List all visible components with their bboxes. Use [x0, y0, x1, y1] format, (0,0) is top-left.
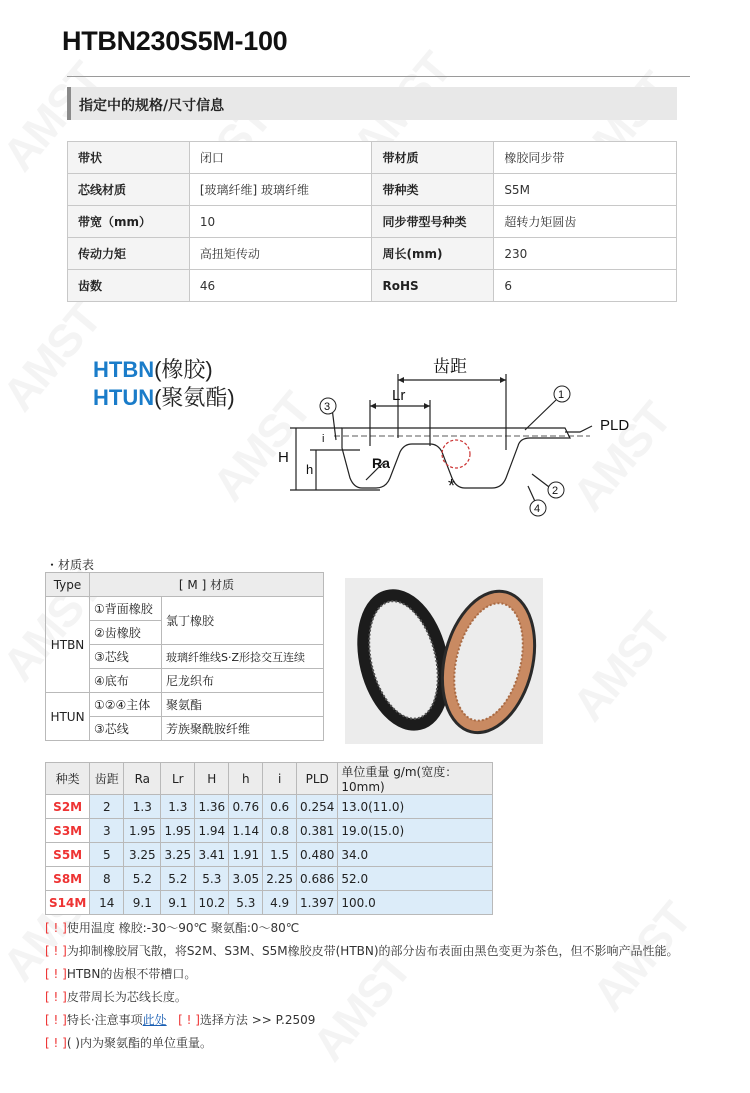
- detail-circle: [442, 440, 470, 468]
- spec-value: 高扭矩传动: [189, 238, 372, 270]
- material-name: 氯丁橡胶: [162, 597, 324, 645]
- material-part: ①背面橡胶: [90, 597, 162, 621]
- spec-table: [67, 141, 677, 302]
- pld-marker: [565, 426, 592, 432]
- brown-belt: [436, 589, 542, 735]
- note-weight: [45, 1034, 212, 1051]
- belt-photo: [345, 578, 543, 744]
- dim-cell: 0.381: [297, 819, 338, 843]
- spec-value: 10: [189, 206, 372, 238]
- spec-key: 周长(mm): [372, 238, 494, 270]
- dim-cell: 5.2: [124, 867, 161, 891]
- spec-value: 橡胶同步带: [494, 142, 677, 174]
- material-part: ④底布: [90, 669, 162, 693]
- belt-profile-diagram: [270, 350, 640, 525]
- material-row: [46, 597, 324, 621]
- dim-cell: 1.94: [195, 819, 229, 843]
- dim-cell: 9.1: [161, 891, 195, 915]
- dimension-header: 种类: [46, 763, 90, 795]
- dimension-header: 齿距: [90, 763, 124, 795]
- dimension-header: i: [263, 763, 297, 795]
- material-header-row: [46, 573, 324, 597]
- spec-key: 带宽（mm）: [68, 206, 190, 238]
- dimension-header: h: [229, 763, 263, 795]
- dimension-row: [46, 843, 493, 867]
- dim-cell: 2.25: [263, 867, 297, 891]
- spec-row: [68, 238, 677, 270]
- callout-leaders: [332, 400, 559, 508]
- dim-cell: 10.2: [195, 891, 229, 915]
- belt-photo-drawing: [345, 578, 543, 744]
- material-name: 聚氨酯: [162, 693, 324, 717]
- material-header-material: [ M ] 材质: [90, 573, 324, 597]
- note-text: 使用温度 橡胶:-30～90℃ 聚氨酯:0～80℃: [66, 921, 300, 935]
- dimension-header: Ra: [124, 763, 161, 795]
- spec-key: 齿数: [68, 270, 190, 302]
- section-heading: 指定中的规格/尺寸信息: [79, 98, 225, 114]
- dim-cell: 34.0: [338, 843, 493, 867]
- warning-mark: [ ! ]: [45, 1036, 67, 1050]
- material-caption: ・材质表: [46, 558, 95, 572]
- material-part: ③芯线: [90, 645, 162, 669]
- selection-method-text[interactable]: 选择方法 >> P.2509: [199, 1013, 316, 1027]
- note-color-change: [45, 942, 679, 959]
- dim-cell: 1.3: [124, 795, 161, 819]
- dim-cell: 1.397: [297, 891, 338, 915]
- watermark: [301, 943, 421, 1071]
- dimension-header: H: [195, 763, 229, 795]
- note-text: HTBN的齿根不带槽口。: [66, 967, 197, 981]
- diagram-title-htun: [93, 381, 235, 412]
- warning-mark: [ ! ]: [45, 990, 67, 1004]
- pitch-label: 齿距: [433, 357, 467, 376]
- belt-type: S8M: [46, 867, 90, 891]
- belt-type: S3M: [46, 819, 90, 843]
- details-link[interactable]: 此处: [142, 1013, 167, 1027]
- page-title: HTBN230S5M-100: [62, 26, 288, 56]
- note-text: 皮带周长为芯线长度。: [66, 990, 187, 1004]
- dim-cell: 52.0: [338, 867, 493, 891]
- dim-cell: 5: [90, 843, 124, 867]
- htbn-code: HTBN: [93, 357, 155, 382]
- dimension-row: [46, 891, 493, 915]
- material-name: 尼龙织布: [162, 669, 324, 693]
- dim-cell: 0.254: [297, 795, 338, 819]
- warning-mark: [ ! ]: [178, 1013, 200, 1027]
- dimension-header: PLD: [297, 763, 338, 795]
- dim-cell: 1.3: [161, 795, 195, 819]
- htbn-material: (橡胶): [154, 357, 213, 382]
- dim-cell: 2: [90, 795, 124, 819]
- warning-mark: [ ! ]: [45, 967, 67, 981]
- big-h-label: H: [278, 449, 289, 466]
- diagram-title-htbn: [93, 353, 213, 384]
- material-row: [46, 693, 324, 717]
- lr-label: Lr: [392, 387, 406, 404]
- dim-cell: 100.0: [338, 891, 493, 915]
- callout-2: 2: [552, 485, 559, 497]
- title-divider: [67, 76, 690, 77]
- h-dimension: [290, 428, 380, 490]
- note-temperature: [45, 919, 299, 936]
- htun-code: HTUN: [93, 385, 155, 410]
- dim-cell: 3.41: [195, 843, 229, 867]
- dim-cell: 1.95: [161, 819, 195, 843]
- material-type-htbn: HTBN: [46, 597, 90, 693]
- dimension-header: 单位重量 g/m(宽度：10mm): [338, 763, 493, 795]
- dim-cell: 5.3: [229, 891, 263, 915]
- belt-type: S2M: [46, 795, 90, 819]
- arrowheads: [370, 377, 506, 409]
- spec-value: S5M: [494, 174, 677, 206]
- dim-cell: 1.36: [195, 795, 229, 819]
- note-text: 特长·注意事项: [66, 1013, 143, 1027]
- dim-cell: 4.9: [263, 891, 297, 915]
- detail-star: *: [448, 476, 456, 496]
- warning-mark: [ ! ]: [45, 1013, 67, 1027]
- dim-cell: 0.8: [263, 819, 297, 843]
- section-header: [67, 87, 677, 120]
- material-part: ②齿橡胶: [90, 621, 162, 645]
- material-name: 芳族聚酰胺纤维: [162, 717, 324, 741]
- callout-1: 1: [558, 389, 565, 401]
- callout-3: 3: [324, 401, 331, 413]
- warning-mark: [ ! ]: [45, 944, 67, 958]
- material-name: 玻璃纤维线S·Z形捻交互连续: [162, 645, 324, 669]
- ra-label: Ra: [372, 455, 390, 471]
- dim-cell: 3.25: [161, 843, 195, 867]
- note-text: 为抑制橡胶屑飞散，将S2M、S3M、S5M橡胶皮带(HTBN)的部分齿布表面由黑色变更为茶色，但不影响产品性能。: [66, 944, 679, 958]
- spec-row: [68, 270, 677, 302]
- dim-cell: 0.480: [297, 843, 338, 867]
- dim-cell: 5.2: [161, 867, 195, 891]
- spec-key: 传动力矩: [68, 238, 190, 270]
- warning-mark: [ ! ]: [45, 921, 67, 935]
- i-label: i: [322, 433, 325, 445]
- material-type-htun: HTUN: [46, 693, 90, 741]
- dim-cell: 3.05: [229, 867, 263, 891]
- dim-cell: 0.686: [297, 867, 338, 891]
- dim-cell: 0.6: [263, 795, 297, 819]
- callout-4: 4: [534, 503, 541, 515]
- lr-dimension: [370, 400, 430, 446]
- dim-cell: 14: [90, 891, 124, 915]
- spec-value: 46: [189, 270, 372, 302]
- spec-key: 带状: [68, 142, 190, 174]
- spec-row: [68, 142, 677, 174]
- dim-cell: 3.25: [124, 843, 161, 867]
- spec-value: 6: [494, 270, 677, 302]
- material-table: [45, 572, 324, 741]
- dimension-row: [46, 819, 493, 843]
- spec-key: 同步带型号种类: [372, 206, 494, 238]
- note-perimeter: [45, 988, 187, 1005]
- spec-key: 带种类: [372, 174, 494, 206]
- black-belt: [351, 587, 457, 733]
- spec-key: RoHS: [372, 270, 494, 302]
- spec-key: 芯线材质: [68, 174, 190, 206]
- dim-cell: 1.14: [229, 819, 263, 843]
- watermark: [561, 603, 681, 731]
- dimension-header: Lr: [161, 763, 195, 795]
- dim-cell: 1.95: [124, 819, 161, 843]
- belt-type: S5M: [46, 843, 90, 867]
- spec-row: [68, 206, 677, 238]
- spec-key: 带材质: [372, 142, 494, 174]
- spec-value: [玻璃纤维] 玻璃纤维: [189, 174, 372, 206]
- dimension-header-row: [46, 763, 493, 795]
- note-notch: [45, 965, 196, 982]
- dimension-table: [45, 762, 493, 915]
- pitch-dimension: [398, 374, 506, 450]
- material-part: ①②④主体: [90, 693, 162, 717]
- dim-cell: 13.0(11.0): [338, 795, 493, 819]
- dimension-row: [46, 867, 493, 891]
- pld-label: PLD: [600, 417, 630, 434]
- small-h-label: h: [306, 462, 314, 477]
- note-links: [45, 1011, 315, 1028]
- htun-material: (聚氨酯): [154, 385, 235, 410]
- dim-cell: 3: [90, 819, 124, 843]
- material-part: ③芯线: [90, 717, 162, 741]
- dim-cell: 19.0(15.0): [338, 819, 493, 843]
- dim-cell: 8: [90, 867, 124, 891]
- spec-row: [68, 174, 677, 206]
- spec-value: 闭口: [189, 142, 372, 174]
- dimension-row: [46, 795, 493, 819]
- spec-value: 超转力矩圆齿: [494, 206, 677, 238]
- dim-cell: 0.76: [229, 795, 263, 819]
- dim-cell: 1.5: [263, 843, 297, 867]
- belt-type: S14M: [46, 891, 90, 915]
- spec-value: 230: [494, 238, 677, 270]
- note-text: ( )内为聚氨酯的单位重量。: [66, 1036, 212, 1050]
- material-header-type: Type: [46, 573, 90, 597]
- dim-cell: 9.1: [124, 891, 161, 915]
- dim-cell: 1.91: [229, 843, 263, 867]
- dim-cell: 5.3: [195, 867, 229, 891]
